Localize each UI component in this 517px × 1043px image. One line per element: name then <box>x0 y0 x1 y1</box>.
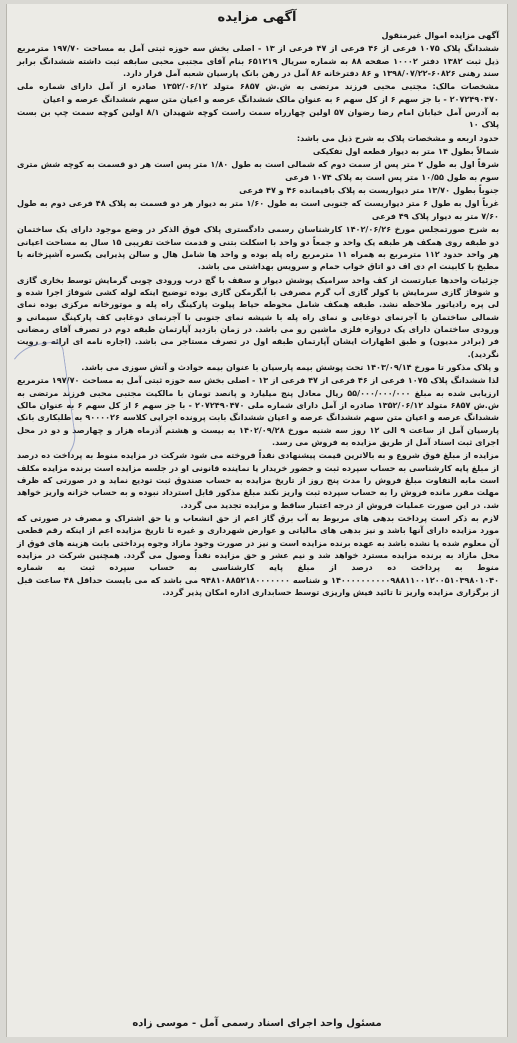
unit-details: جزئیات واحدها عبارتست از کف واحد سرامیک پوشش دیوار و سقف با گچ درب ورودی چوبی گرمایش توسط بخاری گازی و شوفاژ گازی سرمایش با کولر گازی آب گرم مصرفی با آبگرمکن گازی بوده توضیح اینکه لوله کشی شوفاژ اجرا شده و لی پره رادیاتور ملاحظه نشد. طبقه همکف شامل محوطه حیاط پیلوت پارکینگ راه پله و موتورخانه مرکزی بوده نمای شمالی ساختمان با آجرنمای دوغابی و نمای راه پله با شیشه نمای جنوبی با آجرنمای دوغابی کف پارکینگ سیمانی و ورودی ساختمان دارای یک دروازه فلزی ماشین رو می باشد. در زمان بازدید آپارتمان طبقه دوم در تصرف آقای رمضانی فر (برادر مدیون) و طبق اظهارات ایشان آپارتمان طبقه اول در تصرف مستاجر می باشد. (اجاره نامه ای ارائه و رویت نگردید). <box>17 274 499 359</box>
notice-title: آگهی مزایده <box>217 10 297 25</box>
property-address: به آدرس آمل خیابان امام رضا رضوان ۵۷ اولین چهارراه سمت راست کوچه شهیدان ۸/۱ اولین کوچه سمت چپ بن بست پلاک ۱۰ <box>17 107 499 130</box>
boundary-east: شرقاً اول به طول ۲ متر پس از سمت دوم که شمالی است به طول ۱/۸۰ متر پس است هر دو قسمت به کوچه شش متری سوم به طول ۱۰/۵۵ متر پس است به پلاک ۱۰۷۴ فرعی <box>17 159 499 182</box>
signature-line: مسئول واحد اجرای اسناد رسمی آمل - موسی زاده <box>132 1018 382 1029</box>
auction-terms: لذا ششدانگ پلاک ۱۰۷۵ فرعی از ۴۶ فرعی از ۴۷ فرعی از ۱۳ - اصلی بخش سه حوزه ثبتی آمل به مساحت ۱۹۷/۷۰ مترمربع ارزیابی شده به مبلغ ۵۵/۰۰۰/۰۰۰/۰۰۰ ریال معادل پنج میلیارد و پانصد تومان با مالکیت مجتبی محبی فرزند مرتضی به ش.ش ۶۸۵۷ متولد ۱۳۵۲/۰۶/۱۲ صادره از آمل دارای شماره ملی ۲۰۷۲۴۹۰۴۷۰ - با جز سهم ۶ از کل سهم ۶ به عنوان مالک ششدانگ عرصه و اعیان متن سهم ششدانگ عرصه و اعیان ششدانگ بابت پرونده اجرایی کلاسه ۹۰۰۰۰۲۶ به طلبکاری بانک پارسیان آمل از ساعت ۹ الی ۱۲ روز سه شنبه مورخ ۱۴۰۲/۰۹/۲۸ به بیست و هشتم آذرماه هزار و چهارصد و دو در محل اجرای ثبت اسناد آمل از طریق مزایده به فروش می رسد. <box>17 375 499 447</box>
insurance-note: و پلاک مذکور تا مورخ ۱۴۰۳/۰۹/۱۴ تحت پوشش بیمه پارسیان با عنوان بیمه حوادث و آتش سوزی می باشد. <box>81 361 499 372</box>
boundary-south: جنوباً بطول ۱۳/۷۰ متر دیواریست به پلاک باقیمانده ۴۶ و ۴۷ فرعی <box>239 185 499 196</box>
property-description: ششدانگ پلاک ۱۰۷۵ فرعی از ۴۶ فرعی از ۴۷ فرعی از ۱۳ - اصلی بخش سه حوزه ثبتی آمل به مساحت ۱۹۷/۷۰ مترمربع ذیل ثبت ۱۳۸۲ دفتر ۱۰۰۰۲ صفحه ۸۸ به شماره سریال ۶۵۱۲۱۹ بنام آقای مجتبی محبی سابقه ثبت داشته ششدانگ برابر سند رهنی ۶۰۸۲۶-۱۳۹۸/۰۷/۲۲ و ۸۶ دفترخانه ۸۶ آمل در رهن بانک پارسیان شعبه آمل قرار دارد. <box>17 43 500 79</box>
payment-conditions: لازم به ذکر است پرداخت بدهی های مربوط به آب برق گاز اعم از حق انشعاب و یا حق اشتراک و مصرف در صورتی که مورد مزایده دارای آنها باشد و نیز بدهی های مالیاتی و عوارض شهرداری و غیره تا تاریخ مزایده اعم از اینکه رقم قطعی آن معلوم شده یا نشده باشد به عهده برنده مزایده است و نیز در صورت وجود مازاد وجوه پرداختی بابت هزینه های فوق از محل مازاد به برنده مزایده مسترد خواهد شد و نیم عشر و حق مزایده نقداً وصول می گردد. همچنین شرکت در مزایده منوط به پرداخت ده درصد از مبلغ پایه کارشناسی به حساب سپرده ثبت به شماره ۱۴۰۰۰۰۰۰۰۰۰۰۹۸۸۱۱۰۰۱۲۰۰۵۱۰۳۹۸۰۱۰۴۰ و شناسه ۹۴۸۱۰۸۸۵۲۱۸۰۰۰۰۰۰۰ می باشد که می بایست حداقل ۴۸ ساعت قبل از برگزاری مزایده واریز تا تائید فیش واریزی توسط حسابداری اداره امکان پذیر گردد. <box>17 513 500 598</box>
expert-report: به شرح صورتمجلس مورخ ۱۴۰۲/۰۶/۲۶ کارشناسان رسمی دادگستری پلاک فوق الذکر در وضع موجود دارای یک ساختمان دو طبقه روی همکف هر طبقه یک واحد و جمعاً دو واحد با اسکلت بتنی و قدمت ساخت تقریبی ۱۵ سال به مساحت اعیانی هر واحد حدود ۱۱۲ مترمربع به همراه ۱۱ مترمربع راه پله بوده و واحد ها شامل هال و سالن پذیرایی یکسره آشپزخانه با مطبخ با کابینت ام دی اف دو اتاق خواب حمام و سرویس بهداشتی می باشد. <box>17 224 499 272</box>
boundaries-intro: حدود اربعه و مشخصات پلاک به شرح ذیل می باشد: <box>296 132 499 143</box>
owner-details: مشخصات مالک: مجتبی محبی فرزند مرتضی به ش.ش ۶۸۵۷ متولد ۱۳۵۲/۰۶/۱۲ صادره از آمل دارای شماره ملی ۲۰۷۲۴۹۰۴۷۰ - با جز سهم ۶ از کل سهم ۶ به عنوان مالک ششدانگ عرصه و اعیان متن سهم ششدانگ عرصه و اعیان <box>17 81 499 104</box>
boundary-north: شمالاً بطول ۱۴ متر به دیوار قطعه اول تفکیکی <box>312 146 499 157</box>
newspaper-clipping <box>6 4 508 1037</box>
auction-conditions: مزایده از مبلغ فوق شروع و به بالاترین قیمت پیشنهادی نقداً فروخته می شود شرکت در مزایده منوط به پرداخت ده درصد از مبلغ پایه کارشناسی به حساب سپرده ثبت و حضور خریدار یا نماینده قانونی او در جلسه مزایده است برنده مزایده مکلف است مابه التفاوت مبلغ فروش را مدت پنج روز از تاریخ مزایده به حساب صندوق ثبت تودیع نماید و در صورتی که ظرف مهلت مقرر مانده فروش را به حساب سپرده ثبت واریز نکند مبلغ مذکور قابل استرداد نبوده و به حساب خزانه واریز خواهد شد. در این صورت عملیات فروش از درجه اعتبار ساقط و مزایده تجدید می گردد. <box>17 450 499 510</box>
notice-heading: آگهی مزایده اموال غیرمنقول <box>381 30 499 40</box>
notice-body <box>7 29 507 598</box>
boundary-west: غرباً اول به طول ۶ متر دیواریست که جنوبی است به طول ۱/۶۰ متر به دیوار هر دو قسمت به پلاک ۴۸ فرعی دوم به طول ۷/۶۰ متر به دیوار پلاک ۴۹ فرعی <box>17 198 500 221</box>
